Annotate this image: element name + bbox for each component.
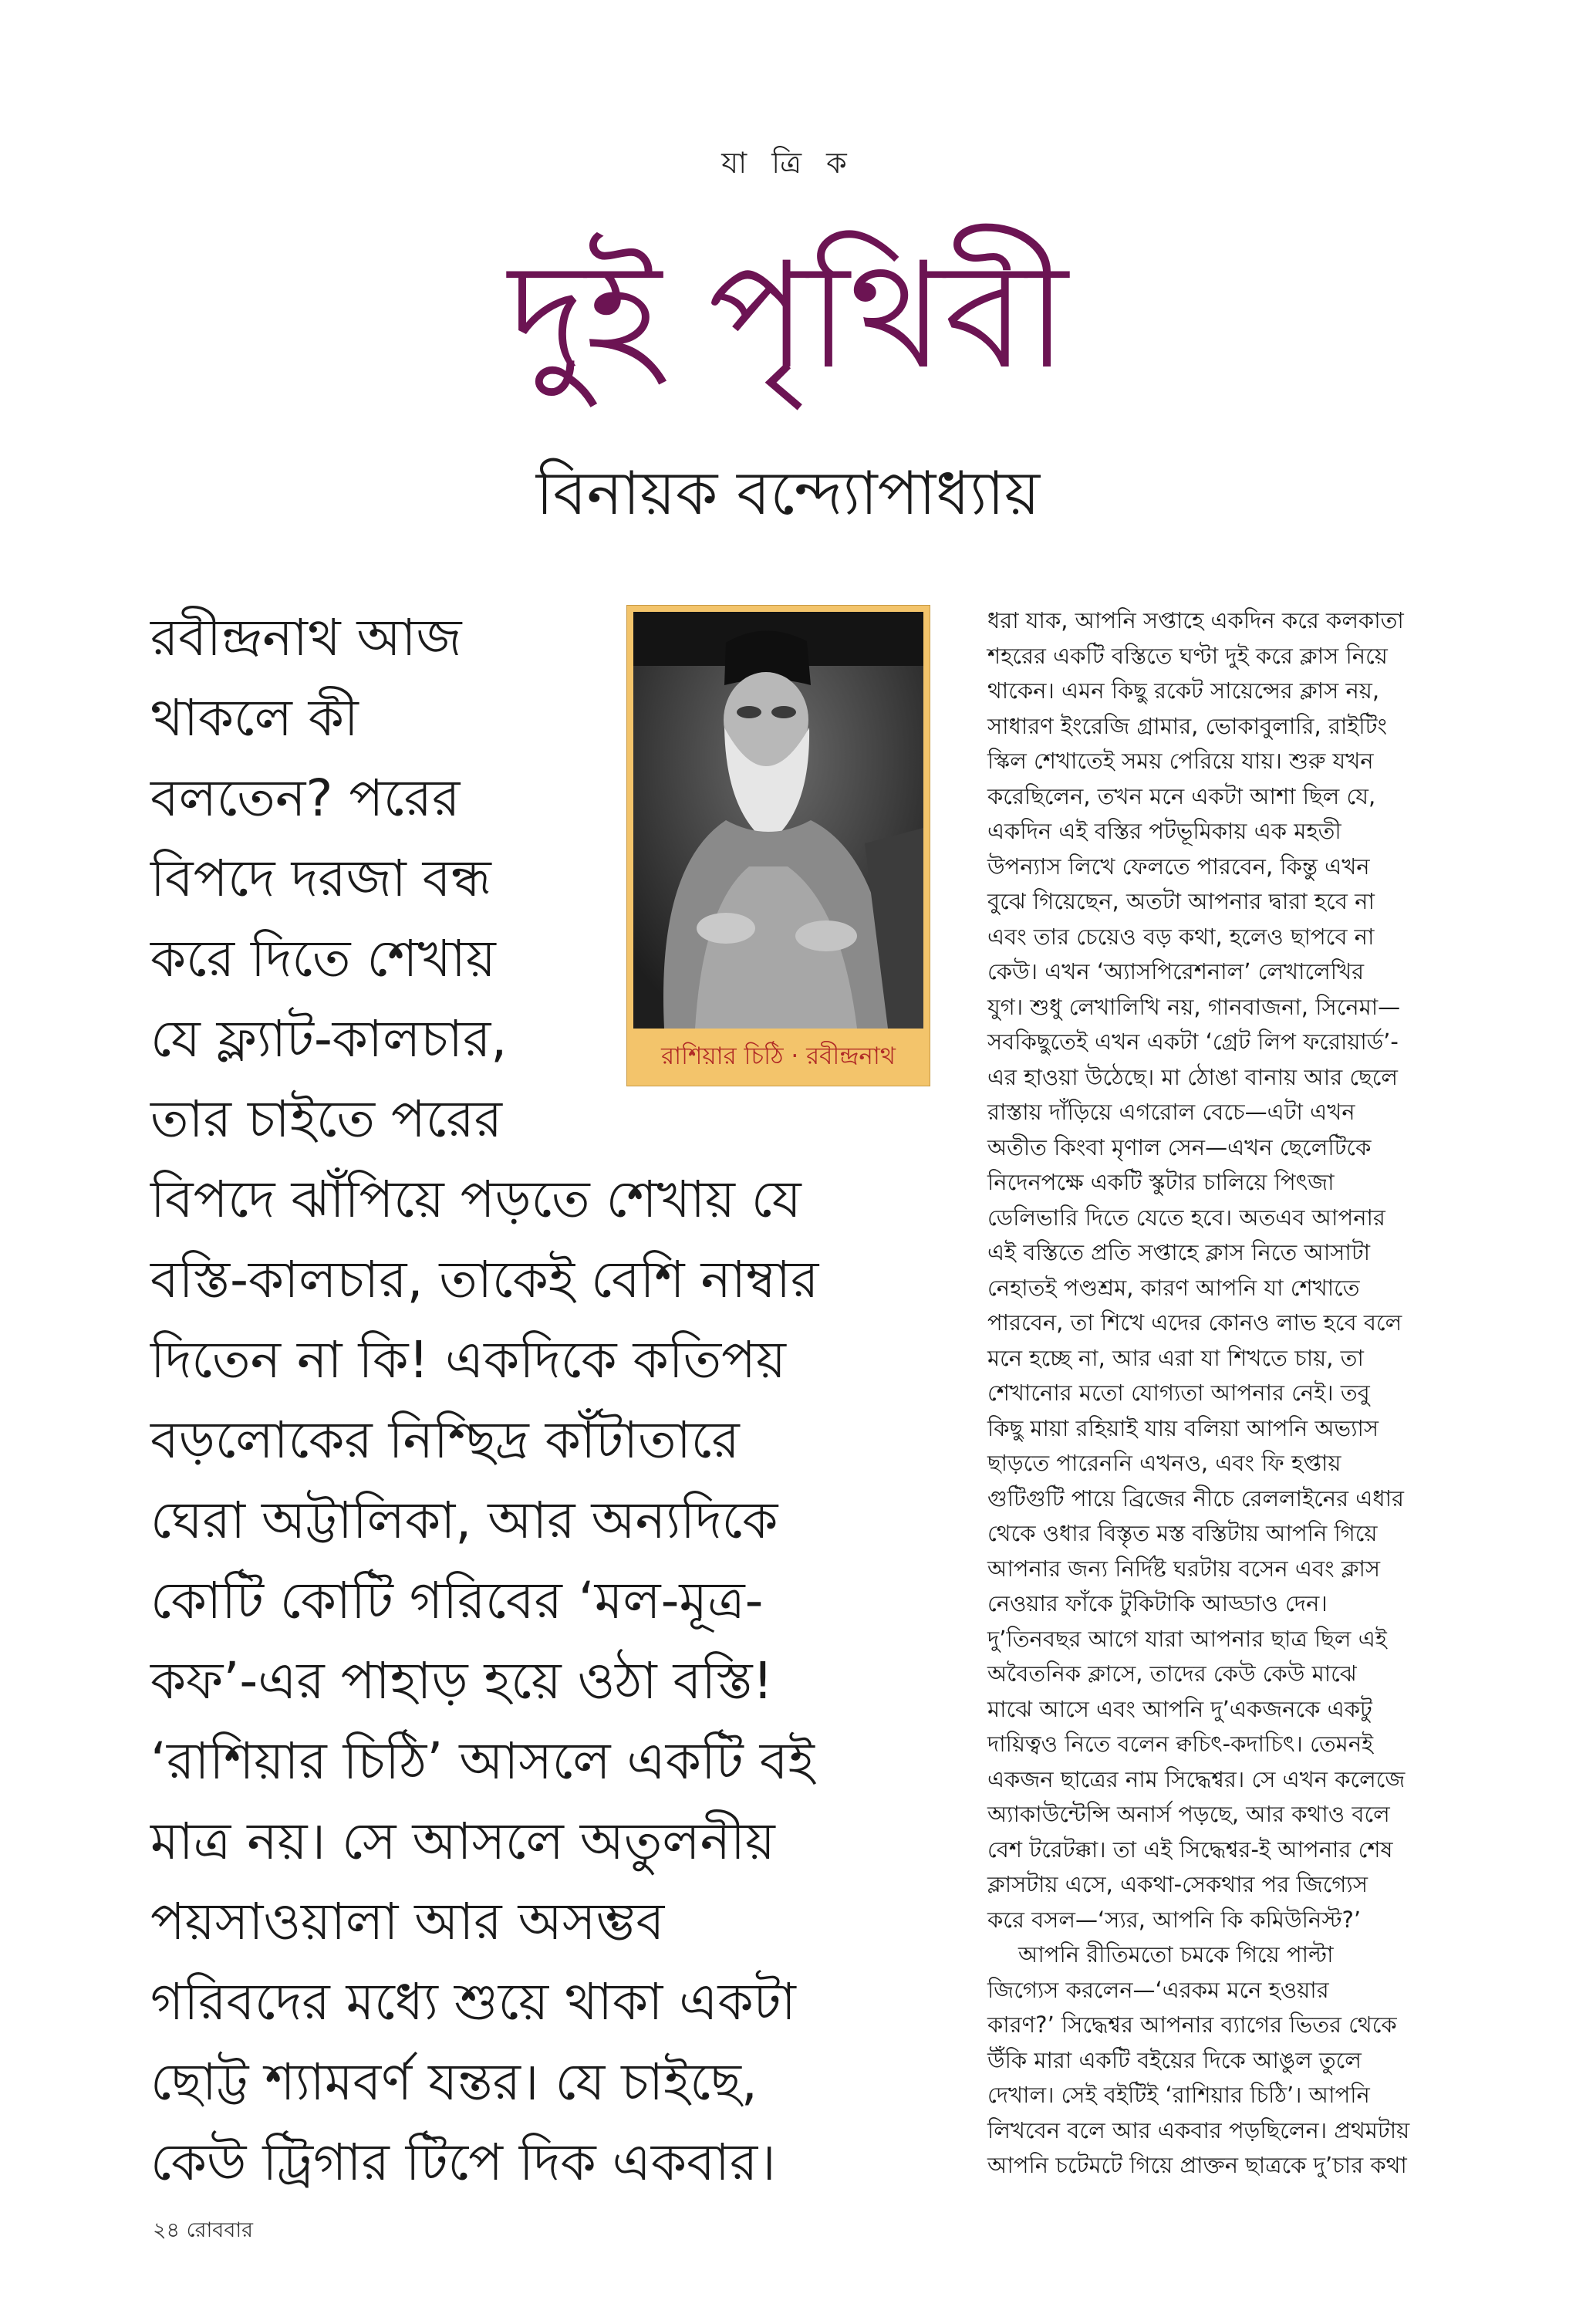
book-cover-caption: রাশিয়ার চিঠি · রবীন্দ্রনাথ [661,1042,896,1070]
column-line: মাঝে আসে এবং আপনি দু’একজনকে একটু [987,1695,1372,1722]
column-line: দেখাল। সেই বইটিই ‘রাশিয়ার চিঠি’। আপনি [987,2082,1370,2108]
lead-line: বড়লোকের নিশ্ছিদ্র কাঁটাতারে [150,1410,740,1470]
column-line: উঁকি মারা একটি বইয়ের দিকে আঙুল তুলে [987,2046,1362,2073]
column-line: রাস্তায় দাঁড়িয়ে এগরোল বেচে—এটা এখন [987,1099,1355,1125]
column-line: থাকেন। এমন কিছু রকেট সায়েন্সের ক্লাস নয়, [987,677,1380,704]
column-line: একজন ছাত্রের নাম সিদ্ধেশ্বর। সে এখন কলেজে [987,1765,1406,1792]
portrait-photo [633,612,923,1029]
lead-line: ঘেরা অট্টালিকা, আর অন্যদিকে [150,1491,778,1550]
section-label: যা ত্রি ক [721,146,855,180]
column-line: সাধারণ ইংরেজি গ্রামার, ভোকাবুলারি, রাইটিং [987,712,1387,739]
lead-line: কোটি কোটি গরিবের ‘মল-মূত্র- [150,1571,764,1630]
column-line: সবকিছুতেই এখন একটা ‘গ্রেট লিপ ফরোয়ার্ড’- [987,1029,1399,1055]
book-cover-image [626,605,930,1086]
lead-line: বস্তি-কালচার, তাকেই বেশি নাম্বার [150,1250,819,1309]
column-line: দায়িত্বও নিতে বলেন ক্বচিৎ-কদাচিৎ। তেমনই [987,1731,1374,1757]
column-line: ধরা যাক, আপনি সপ্তাহে একদিন করে কলকাতা [987,607,1404,633]
column-line: আপনি চটেমটে গিয়ে প্রাক্তন ছাত্রকে দু’চার কথা [987,2152,1407,2178]
column-line: নেহাতই পণ্ডশ্রম, কারণ আপনি যা শেখাতে [987,1274,1360,1301]
column-line: আপনি রীতিমতো চমকে গিয়ে পাল্টা [1018,1941,1334,1968]
column-line: স্কিল শেখাতেই সময় পেরিয়ে যায়। শুরু যখন [987,748,1374,774]
column-line: শহরের একটি বস্তিতে ঘণ্টা দুই করে ক্লাস নিয়ে [987,642,1388,669]
lead-line: কেউ ট্রিগার টিপে দিক একবার। [150,2133,776,2192]
column-line: জিগ্যেস করলেন—‘এরকম মনে হওয়ার [987,1976,1329,2003]
column-line: আপনার জন্য নির্দিষ্ট ঘরটায় বসেন এবং ক্লাস [987,1555,1381,1582]
body-column [987,603,1450,2184]
column-line: পারবেন, তা শিখে এদের কোনও লাভ হবে বলে [987,1309,1402,1336]
portrait-illustration [633,612,923,1029]
column-line: এবং তার চেয়েও বড় কথা, হলেও ছাপবে না [987,923,1375,950]
column-line: শেখানোর মতো যোগ্যতা আপনার নেই। তবু [987,1380,1370,1406]
lead-line: তার চাইতে পরের [150,1089,502,1149]
column-line: উপন্যাস লিখে ফেলতে পারবেন, কিন্তু এখন [987,853,1370,880]
lead-line: দিতেন না কি! একদিকে কতিপয় [150,1330,786,1390]
lead-line: বলতেন? পরের [150,768,461,828]
article-title: দুই পৃথিবী [508,231,1068,401]
column-line: যুগ। শুধু লেখালিখি নয়, গানবাজনা, সিনেমা— [987,993,1401,1020]
column-line: করেছিলেন, তখন মনে একটা আশা ছিল যে, [987,782,1376,809]
column-line: অ্যাকাউন্টেন্সি অনার্স পড়ছে, আর কথাও বলে [987,1801,1390,1827]
column-line: এর হাওয়া উঠেছে। মা ঠোঙা বানায় আর ছেলে [987,1063,1398,1090]
column-line: কিছু মায়া রহিয়াই যায় বলিয়া আপনি অভ্যাস [987,1414,1379,1441]
column-line: ছাড়তে পারেননি এখনও, এবং ফি হপ্তায় [987,1450,1341,1476]
column-line: থেকে ওধার বিস্তৃত মস্ত বস্তিটায় আপনি গিয়ে [987,1520,1378,1546]
column-line: ডেলিভারি দিতে যেতে হবে। অতএব আপনার [987,1204,1385,1231]
lead-line: রবীন্দ্রনাথ আজ [150,608,462,667]
lead-line: ‘রাশিয়ার চিঠি’ আসলে একটি বই [150,1731,815,1791]
column-line: নিদেনপক্ষে একটি স্কুটার চালিয়ে পিৎজা [987,1169,1335,1195]
lead-line: করে দিতে শেখায় [150,929,496,988]
lead-line: বিপদে দরজা বন্ধ [150,849,491,908]
lead-line: গরিবদের মধ্যে শুয়ে থাকা একটা [150,1972,796,2032]
column-line: লিখবেন বলে আর একবার পড়ছিলেন। প্রথমটায় [987,2116,1410,2143]
lead-line: যে ফ্ল্যাট-কালচার, [150,1009,508,1069]
column-line: কেউ। এখন ‘অ্যাসপিরেশনাল’ লেখালেখির [987,958,1365,985]
column-line: অতীত কিংবা মৃণাল সেন—এখন ছেলেটিকে [987,1133,1372,1160]
column-line: মনে হচ্ছে না, আর এরা যা শিখতে চায়, তা [987,1344,1364,1371]
column-line: কারণ?’ সিদ্ধেশ্বর আপনার ব্যাগের ভিতর থেকে [987,2012,1397,2038]
column-line: বেশ টরেটক্কা। তা এই সিদ্ধেশ্বর-ই আপনার শেষ [987,1836,1393,1863]
column-line: এই বস্তিতে প্রতি সপ্তাহে ক্লাস নিতে আসাটা [987,1239,1371,1265]
lead-line: কফ’-এর পাহাড় হয়ে ওঠা বস্তি! [150,1651,774,1711]
column-line: দু’তিনবছর আগে যারা আপনার ছাত্র ছিল এই [987,1625,1387,1652]
page-folio: ২৪ রোববার [153,2218,254,2242]
column-line: গুটিগুটি পায়ে ব্রিজের নীচে রেললাইনের এধার [987,1485,1404,1512]
column-line: নেওয়ার ফাঁকে টুকিটাকি আড্ডাও দেন। [987,1590,1328,1616]
author-byline: বিনায়ক বন্দ্যোপাধ্যায় [535,459,1041,529]
lead-line: ছোট্ট শ্যামবর্ণ যন্তর। যে চাইছে, [150,2052,758,2112]
lead-line: থাকলে কী [150,688,359,748]
lead-line: মাত্র নয়। সে আসলে অতুলনীয় [150,1812,775,1871]
lead-line: পয়সাওয়ালা আর অসম্ভব [150,1892,665,1951]
column-line: বুঝে গিয়েছেন, অতটা আপনার দ্বারা হবে না [987,888,1375,914]
column-line: অবৈতনিক ক্লাসে, তাদের কেউ কেউ মাঝে [987,1660,1357,1687]
column-line: করে বসল—‘স্যর, আপনি কি কমিউনিস্ট?’ [987,1906,1362,1933]
column-line: ক্লাসটায় এসে, একথা-সেকথার পর জিগ্যেস [987,1871,1368,1897]
column-line: একদিন এই বস্তির পটভূমিকায় এক মহতী [987,818,1341,844]
lead-line: বিপদে ঝাঁপিয়ে পড়তে শেখায় যে [150,1170,801,1229]
